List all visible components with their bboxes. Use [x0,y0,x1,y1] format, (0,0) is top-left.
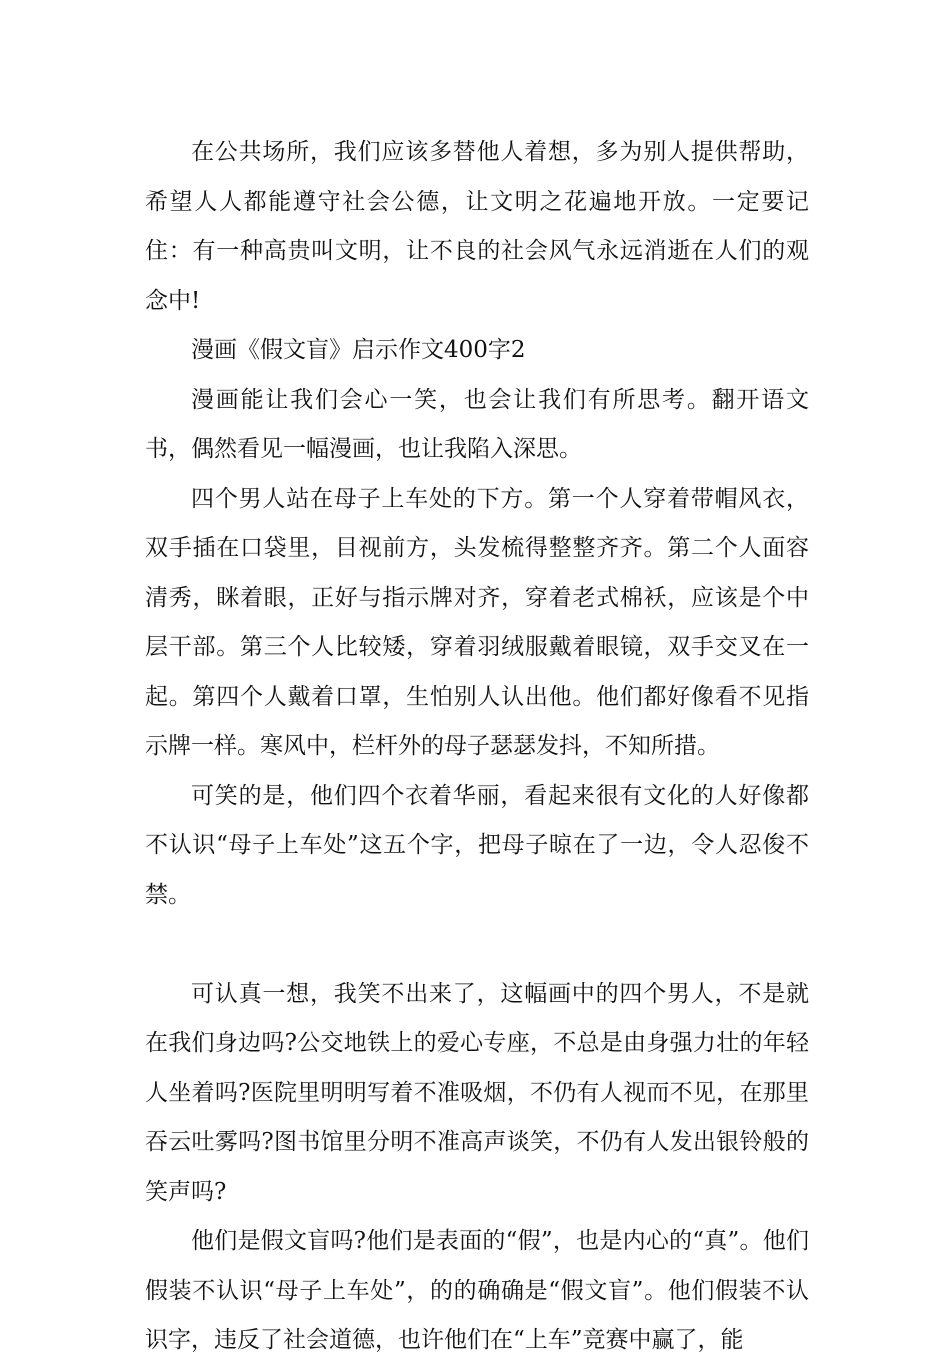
paragraph-four-men: 四个男人站在母子上车处的下方。第一个人穿着带帽风衣，双手插在口袋里，目视前方，头发梳得整整齐齐。第二个人面容清秀，眯着眼，正好与指示牌对齐，穿着老式棉袄，应该是个中层干部。第三个人比较矮，穿着羽绒服戴着眼镜，双手交叉在一起。第四个人戴着口罩，生怕别人认出他。他们都好像看不见指示牌一样。寒风中，栏杆外的母子瑟瑟发抖，不知所措。 [145,485,809,759]
paragraph-laughable: 可笑的是，他们四个衣着华丽，看起来很有文化的人好像都不认识“母子上车处”这五个字，把母子晾在了一边，令人忍俊不禁。 [145,782,809,908]
document-body [145,128,809,1366]
section-heading: 漫画《假文盲》启示作文400字2 [191,337,526,363]
paragraph-public-morality: 在公共场所，我们应该多替他人着想，多为别人提供帮助，希望人人都能遵守社会公德，让文明之花遍地开放。一定要记住：有一种高贵叫文明，让不良的社会风气永远消逝在人们的观念中! [145,139,809,314]
paragraph-fake-illiterate: 他们是假文盲吗?他们是表面的“假”，也是内心的“真”。他们假装不认识“母子上车处”，的的确确是“假文盲”。他们假装不认识字，违反了社会道德，也许他们在“上车”竞赛中赢了，能 [145,1228,809,1353]
paragraph-intro: 漫画能让我们会心一笑，也会让我们有所思考。翻开语文书，偶然看见一幅漫画，也让我陷入深思。 [145,386,809,462]
paragraph-reflection: 可认真一想，我笑不出来了，这幅画中的四个男人，不是就在我们身边吗?公交地铁上的爱心专座，不总是由身强力壮的年轻人坐着吗?医院里明明写着不准吸烟，不仍有人视而不见，在那里吞云吐雾吗?图书馆里分明不准高声谈笑，不仍有人发出银铃般的笑声吗? [145,980,809,1205]
